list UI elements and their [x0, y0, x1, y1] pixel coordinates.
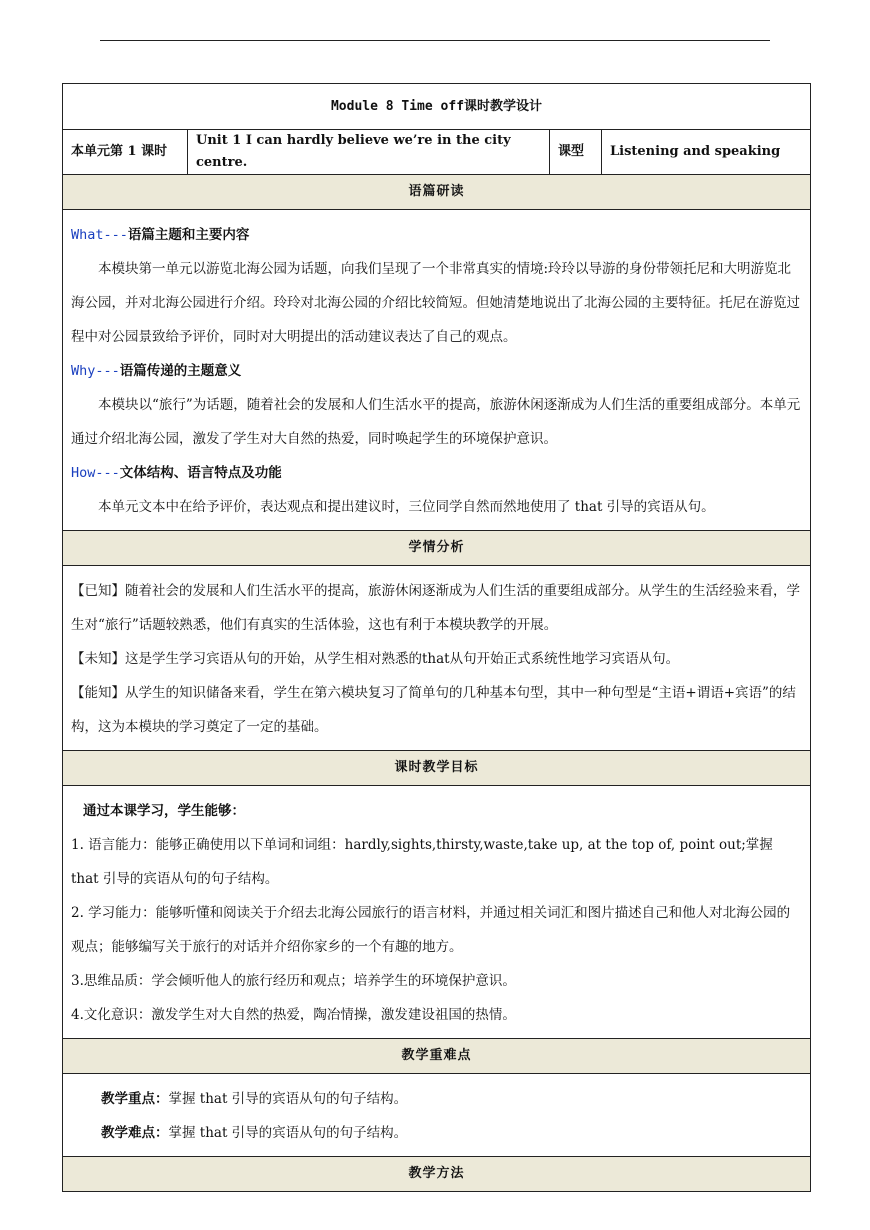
section-objectives: [63, 786, 811, 1039]
how-body: 本单元文本中在给予评价，表达观点和提出建议时，三位同学自然而然地使用了 that 引导的宾语从句。: [98, 499, 715, 515]
section-text-study: [63, 210, 811, 531]
what-heading: What---语篇主题和主要内容: [71, 227, 250, 243]
type-value: Listening and speaking: [602, 130, 811, 175]
title-en: Module 8 Time off: [330, 98, 465, 114]
document-title: [63, 84, 811, 130]
section-text-study-heading: 语篇研读: [63, 175, 811, 210]
how-heading: How---文体结构、语言特点及功能: [71, 465, 282, 481]
section-key-points-heading: 教学重难点: [63, 1039, 811, 1074]
title-zh: 课时教学设计: [464, 98, 543, 114]
objective-item: 4.文化意识：激发学生对大自然的热爱，陶冶情操，激发建设祖国的热情。: [71, 1007, 516, 1023]
why-body: 本模块以“旅行”为话题，随着社会的发展和人们生活水平的提高，旅游休闲逐渐成为人们生活的重要组成部分。本单元通过介绍北海公园，激发了学生对大自然的热爱，同时唤起学生的环境保护意识。: [71, 397, 801, 447]
objective-item: 1. 语言能力：能够正确使用以下单词和词组：hardly,sights,thirsty,waste,take up, at the top of, point out;掌握 that 引导的宾语从句的句子结构。: [71, 837, 773, 887]
section-analysis: [63, 566, 811, 751]
analysis-unknown: 【未知】这是学生学习宾语从句的开始，从学生相对熟悉的that从句开始正式系统性地学习宾语从句。: [71, 651, 680, 667]
unit-title: Unit 1 I can hardly believe we’re in the city centre.: [188, 130, 550, 175]
analysis-able: 【能知】从学生的知识储备来看，学生在第六模块复习了简单句的几种基本句型，其中一种句型是“主语+谓语+宾语”的结构，这为本模块的学习奠定了一定的基础。: [71, 685, 796, 735]
why-heading: Why---语篇传递的主题意义: [71, 363, 242, 379]
objective-item: 2. 学习能力：能够听懂和阅读关于介绍去北海公园旅行的语言材料，并通过相关词汇和图片描述自己和他人对北海公园的观点；能够编写关于旅行的对话并介绍你家乡的一个有趣的地方。: [71, 905, 791, 955]
section-methods-heading: 教学方法: [63, 1157, 811, 1192]
teaching-difficulty: 教学难点：掌握 that 引导的宾语从句的句子结构。: [101, 1125, 408, 1141]
section-key-points: [63, 1074, 811, 1157]
what-body: 本模块第一单元以游览北海公园为话题，向我们呈现了一个非常真实的情境:玲玲以导游的身份带领托尼和大明游览北海公园，并对北海公园进行介绍。玲玲对北海公园的介绍比较简短。但她清楚地说出了北海公园的主要特征。托尼在游览过程中对公园景致给予评价，同时对大明提出的活动建议表达了自己的观点。: [71, 261, 800, 345]
section-objectives-heading: 课时教学目标: [63, 751, 811, 786]
type-label: 课型: [550, 130, 602, 175]
objective-item: 3.思维品质：学会倾听他人的旅行经历和观点；培养学生的环境保护意识。: [71, 973, 516, 989]
analysis-known: 【已知】随着社会的发展和人们生活水平的提高，旅游休闲逐渐成为人们生活的重要组成部分。从学生的生活经验来看，学生对“旅行”话题较熟悉，他们有真实的生活体验，这也有利于本模块教学的开展。: [71, 583, 800, 633]
lesson-number: 本单元第 1 课时: [63, 130, 188, 175]
section-analysis-heading: 学情分析: [63, 531, 811, 566]
objectives-intro: 通过本课学习，学生能够：: [83, 803, 245, 819]
header-rule: [100, 40, 770, 41]
teaching-focus: 教学重点：掌握 that 引导的宾语从句的句子结构。: [101, 1091, 408, 1107]
lesson-plan-table: [62, 83, 811, 1192]
